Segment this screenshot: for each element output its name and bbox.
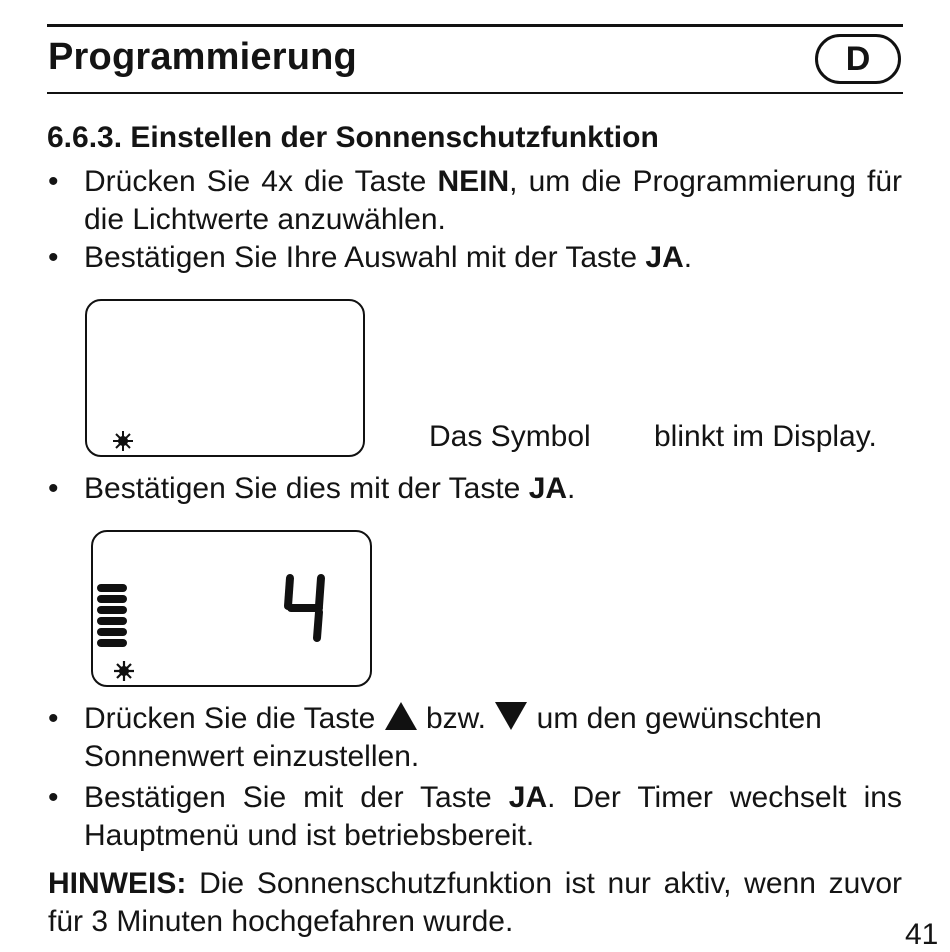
caption-symbol: Das Symbol — [429, 420, 591, 453]
page-title: Programmierung — [48, 36, 357, 78]
step-5-text — [84, 779, 902, 855]
lcd-display-1 — [85, 299, 365, 457]
level-bar — [97, 628, 127, 636]
step-2-key: JA — [645, 241, 684, 274]
note-body: Die Sonnenschutzfunktion ist nur aktiv, wenn zuvor für 3 Minuten hochgefahren wurde. — [48, 867, 902, 938]
step-4-post: um den gewünschten Sonnenwert einzustellen. — [84, 702, 822, 773]
step-4-mid: bzw. — [417, 702, 495, 735]
page-number: 41 — [905, 918, 939, 951]
bullet-dot: • — [48, 165, 59, 198]
step-1-post: , um die Programmierung für die Lichtwerte anzuwählen. — [84, 165, 903, 236]
step-3-text — [84, 470, 902, 508]
step-2-text — [84, 239, 902, 277]
step-5-pre: Bestätigen Sie mit der Taste — [84, 781, 509, 814]
step-3-pre: Bestätigen Sie dies mit der Taste — [84, 472, 529, 505]
down-triangle-icon — [494, 701, 528, 731]
header-rule — [47, 92, 903, 94]
bullet-dot: • — [48, 781, 59, 814]
sun-icon — [113, 660, 135, 682]
section-title: 6.6.3. Einstellen der Sonnenschutzfunktion — [47, 121, 659, 154]
caption-blinks: blinkt im Display. — [654, 420, 877, 453]
level-bar — [97, 606, 127, 614]
step-1-text — [84, 163, 902, 239]
bullet-dot: • — [48, 241, 59, 274]
level-bar — [97, 617, 127, 625]
level-bar — [97, 639, 127, 647]
note-text — [48, 865, 902, 941]
bullet-dot: • — [48, 702, 59, 735]
step-3-post: . — [567, 472, 576, 505]
step-5-key: JA — [508, 781, 548, 814]
step-4-text — [84, 700, 902, 776]
step-5-post: . Der Timer wechselt ins Hauptmenü und ist betriebsbereit. — [84, 781, 902, 852]
step-1-key: NEIN — [437, 165, 510, 198]
level-bar — [97, 584, 127, 592]
up-triangle-icon — [384, 701, 418, 731]
language-badge: D — [815, 34, 901, 84]
lcd-digit-graphic — [281, 572, 331, 644]
level-bars — [97, 584, 131, 650]
level-bar — [97, 595, 127, 603]
lcd-display-2 — [91, 530, 372, 687]
step-2-pre: Bestätigen Sie Ihre Auswahl mit der Taste — [84, 241, 646, 274]
moon-sun-icon — [93, 427, 137, 455]
note-label: HINWEIS: — [48, 867, 187, 900]
step-1-pre: Drücken Sie 4x die Taste — [84, 165, 438, 198]
step-2-post: . — [683, 241, 693, 274]
top-rule — [47, 24, 903, 27]
bullet-dot: • — [48, 472, 59, 505]
step-4-pre: Drücken Sie die Taste — [84, 702, 384, 735]
step-3-key: JA — [528, 472, 568, 505]
